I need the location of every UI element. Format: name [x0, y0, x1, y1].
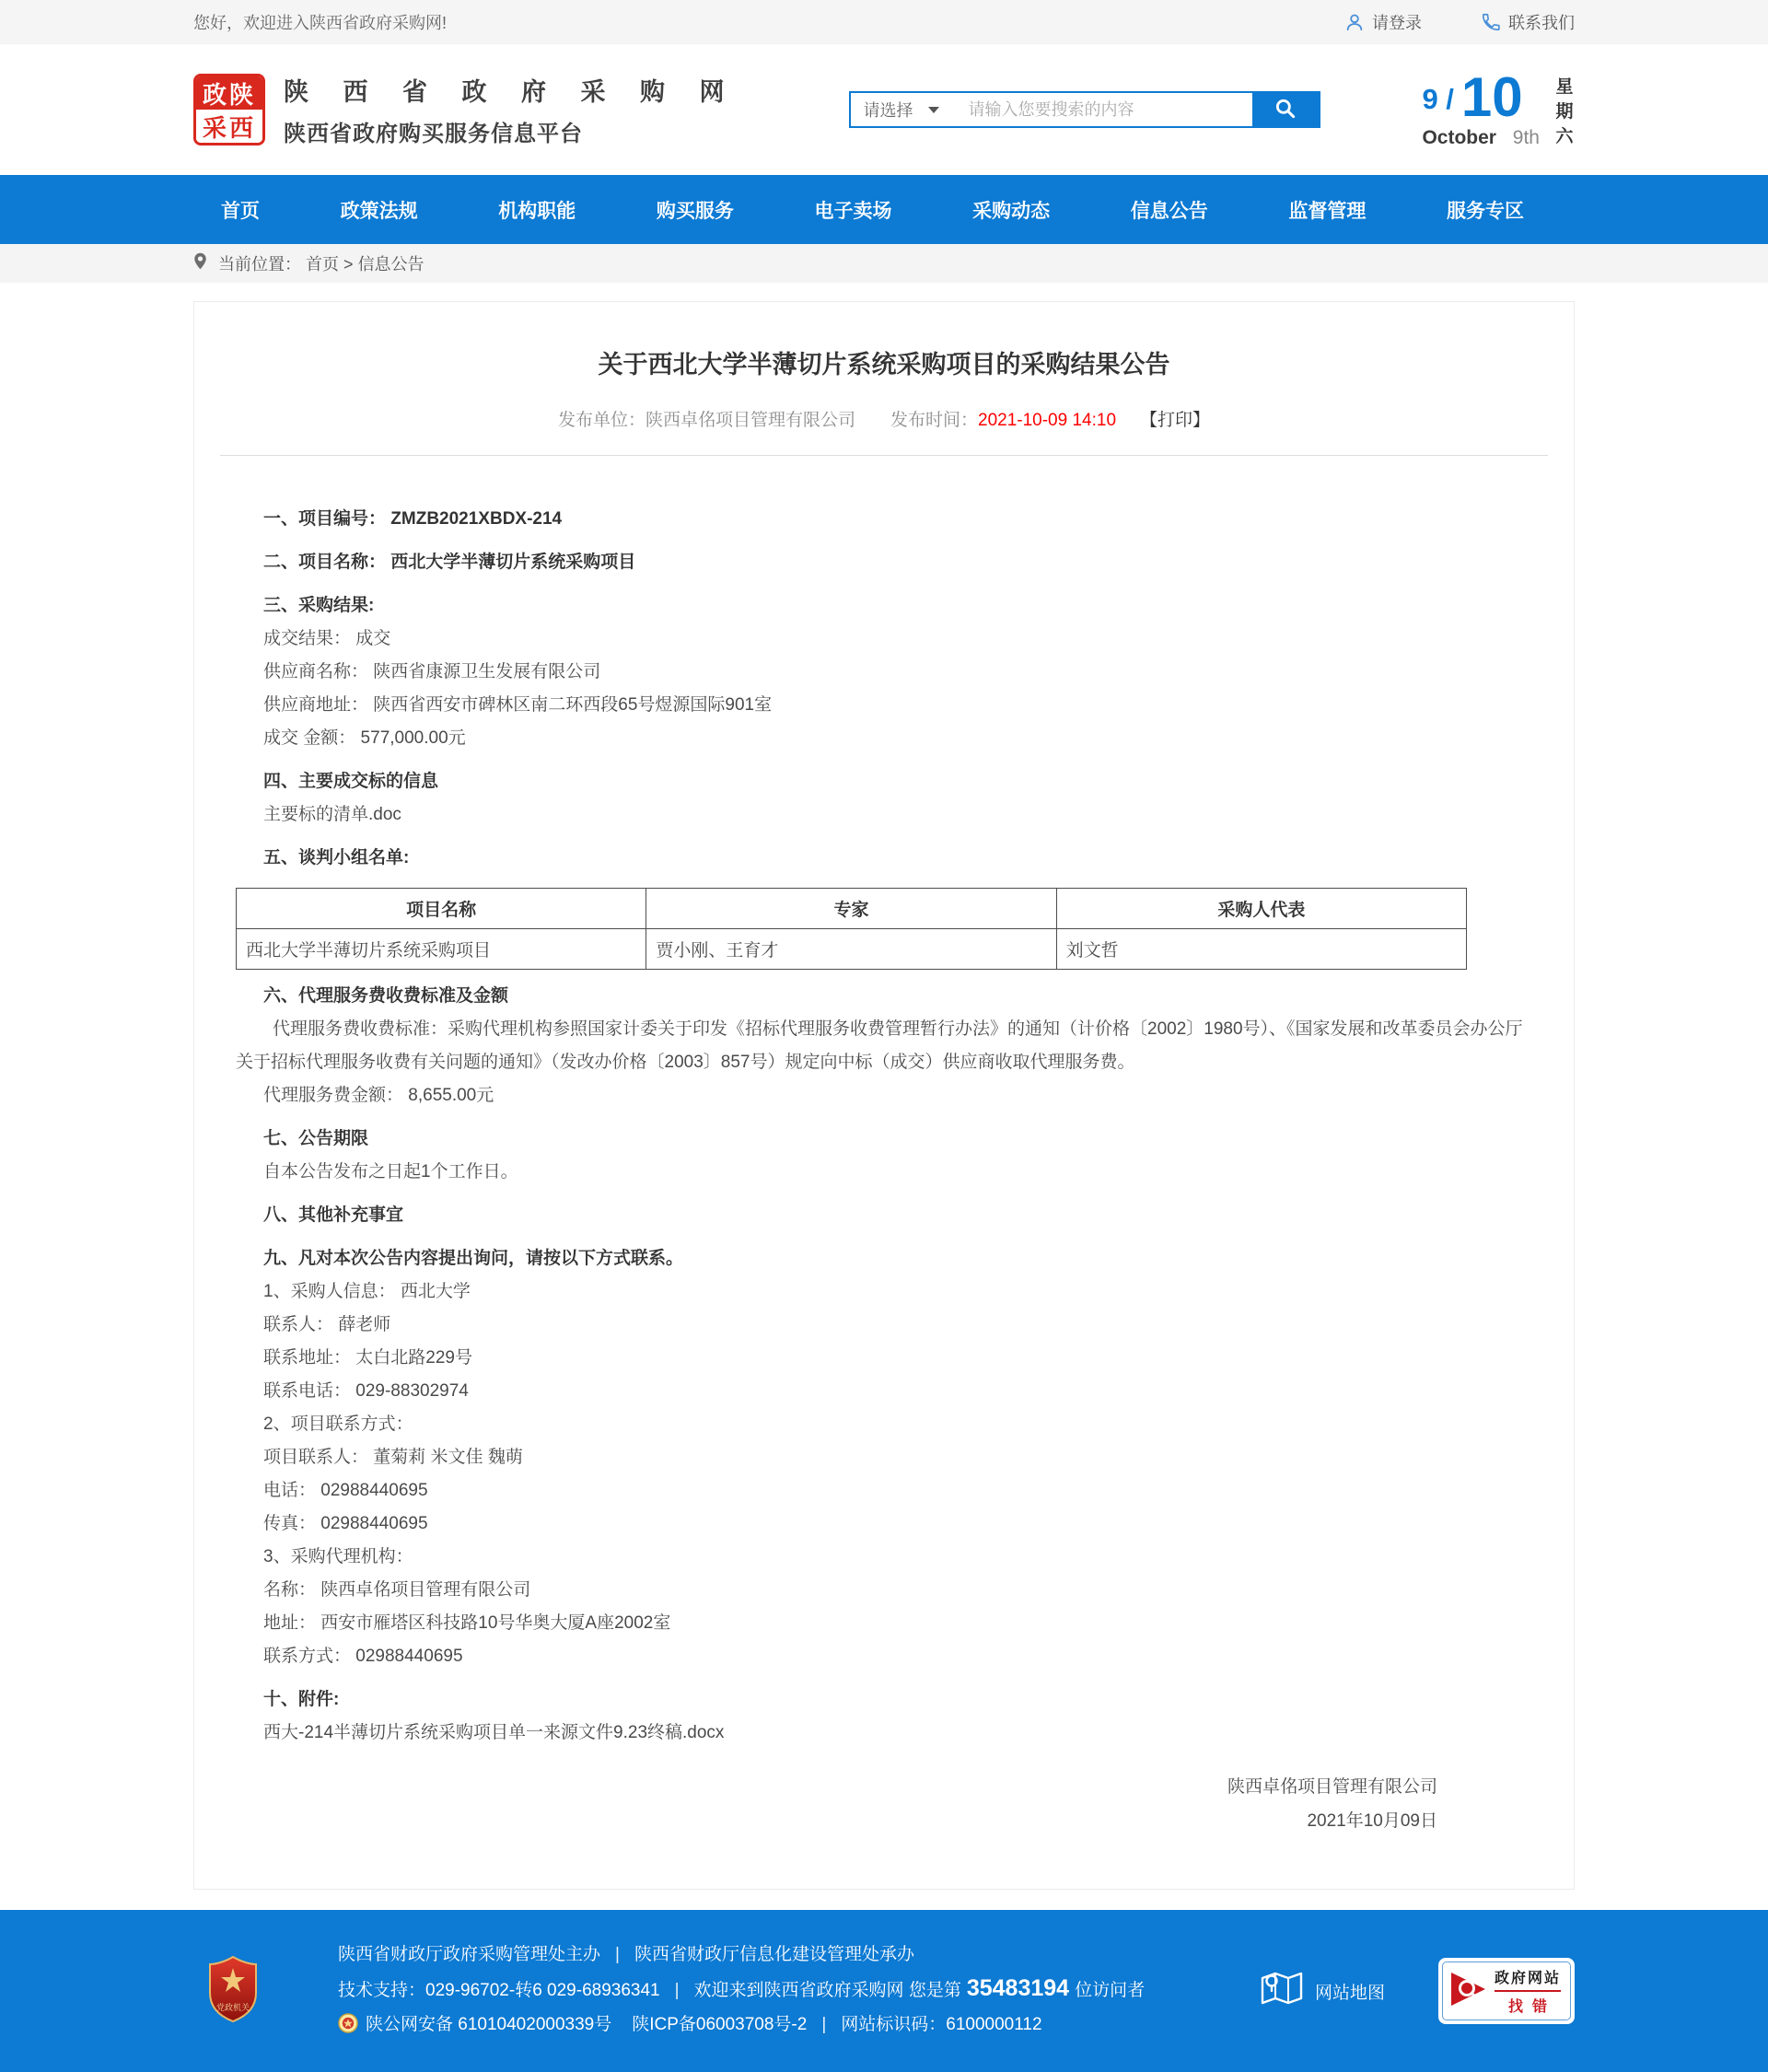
publisher-label: 发布单位：	[557, 411, 646, 430]
publish-time-label: 发布时间：	[890, 411, 978, 430]
main-content	[0, 283, 1768, 1910]
section-heading: 二、项目名称： 西北大学半薄切片系统采购项目	[263, 553, 636, 572]
footer-beian[interactable]: 陕公网安备 61010402000339号	[366, 2014, 612, 2034]
breadcrumb-prefix: 当前位置：	[218, 255, 301, 274]
login-link[interactable]	[1344, 10, 1422, 34]
header	[0, 44, 1768, 175]
find-error-logo-icon	[1447, 1968, 1489, 2015]
publish-time-value: 2021-10-09 14:10	[978, 411, 1117, 430]
visitor-count: 35483194	[966, 1974, 1070, 2001]
footer-line-3: 陕公网安备 61010402000339号 陕ICP备06003708号-2 | 网站标识码：6100000112	[338, 2008, 1145, 2045]
footer-line-1: 陕西省财政厅政府采购管理处主办 | 陕西省财政厅信息化建设管理处承办	[338, 1944, 914, 1964]
breadcrumb-home-link[interactable]: 首页	[306, 255, 340, 274]
table-header-experts: 专家	[646, 889, 1056, 929]
section-heading: 六、代理服务费收费标准及金额	[263, 986, 509, 1006]
table-row	[237, 929, 1467, 970]
date-widget	[1422, 65, 1575, 149]
attachment-link[interactable]: 西大-214半薄切片系统采购项目单一来源文件9.23终稿.docx	[263, 1723, 725, 1742]
nav-item-procurement-news[interactable]: 采购动态	[972, 200, 1051, 222]
nav-item-policies[interactable]: 政策法规	[340, 200, 418, 222]
article-line: 3、采购代理机构：	[263, 1547, 413, 1566]
contact-label: 联系我们	[1508, 14, 1575, 32]
search-button[interactable]	[1252, 93, 1319, 126]
nav-item-service-zone[interactable]: 服务专区	[1447, 200, 1524, 222]
find-error-widget[interactable]	[1438, 1958, 1575, 2024]
search-icon	[1274, 97, 1297, 123]
find-error-subtitle: 找错	[1507, 1999, 1556, 2015]
signature-block	[236, 1770, 1530, 1838]
section-heading: 五、谈判小组名单:	[263, 848, 410, 867]
footer-icp[interactable]: 陕ICP备06003708号-2	[632, 2014, 808, 2034]
main-nav	[0, 175, 1768, 244]
nav-item-purchase-services[interactable]: 购买服务	[656, 200, 734, 222]
signature-date: 2021年10月09日	[1307, 1811, 1437, 1831]
footer-organizer: 陕西省财政厅政府采购管理处主办	[338, 1944, 601, 1964]
nav-item-announcements[interactable]: 信息公告	[1130, 200, 1208, 222]
footer-welcome: 欢迎来到陕西省政府采购网 您是第	[693, 1980, 961, 2000]
date-month-number: 9 /	[1422, 82, 1454, 115]
article-line: 供应商地址： 陕西省西安市碑林区南二环西段65号煜源国际901室	[263, 695, 773, 715]
seal-bottom-text: 采西	[196, 110, 262, 143]
signature-company: 陕西卓佲项目管理有限公司	[1227, 1777, 1437, 1797]
phone-icon	[1481, 12, 1501, 32]
police-badge-icon	[338, 2011, 358, 2045]
party-government-emblem-icon	[207, 1955, 259, 2028]
chevron-down-icon	[928, 107, 939, 113]
print-button[interactable]: 【打印】	[1140, 411, 1211, 430]
article-line: 项目联系人： 董菊莉 米文佳 魏萌	[263, 1448, 523, 1467]
greeting-text: 您好，欢迎进入陕西省政府采购网!	[193, 14, 447, 32]
article-line: 地址： 西安市雁塔区科技路10号华奥大厦A座2002室	[263, 1613, 671, 1633]
sitemap-label: 网站地图	[1314, 1983, 1385, 2003]
search-input[interactable]	[963, 93, 1252, 126]
table-cell-project: 西北大学半薄切片系统采购项目	[237, 929, 646, 970]
article-card	[193, 301, 1575, 1890]
nav-item-e-mall[interactable]: 电子卖场	[814, 200, 892, 222]
section-heading: 三、采购结果:	[263, 596, 375, 615]
seal-top-text: 政陕	[196, 76, 262, 110]
article-line: 2、项目联系方式：	[263, 1414, 413, 1434]
seal-logo-icon	[193, 74, 265, 146]
breadcrumb-bar	[0, 244, 1768, 283]
contact-link[interactable]	[1481, 10, 1575, 34]
breadcrumb-current: 信息公告	[357, 255, 425, 274]
publisher-value: 陕西卓佲项目管理有限公司	[645, 411, 855, 430]
section-heading: 十、附件:	[263, 1690, 340, 1709]
search-category-select[interactable]	[851, 93, 963, 126]
article-line: 传真： 02988440695	[263, 1514, 428, 1533]
article-line: 联系地址： 太白北路229号	[263, 1348, 472, 1368]
site-logo[interactable]	[193, 72, 739, 147]
table-header-row	[237, 889, 1467, 929]
nav-item-functions[interactable]: 机构职能	[498, 200, 576, 222]
footer	[0, 1910, 1768, 2072]
article-line: 供应商名称： 陕西省康源卫生发展有限公司	[263, 662, 601, 681]
date-day-ordinal: 9th	[1512, 126, 1540, 148]
page-title: 关于西北大学半薄切片系统采购项目的采购结果公告	[598, 351, 1170, 378]
table-cell-experts: 贾小刚、王育才	[646, 929, 1056, 970]
section-heading: 七、公告期限	[263, 1129, 369, 1148]
site-name: 陕 西 省 政 府 采 购 网	[284, 78, 739, 106]
footer-tech-support: 技术支持：029-96702-转6 029-68936341	[338, 1980, 660, 2000]
login-label: 请登录	[1372, 14, 1422, 32]
article-meta	[194, 406, 1574, 431]
sitemap-link[interactable]	[1260, 1969, 1385, 2013]
breadcrumb-separator: >	[343, 255, 354, 274]
search-box	[849, 91, 1320, 128]
table-header-project: 项目名称	[237, 889, 646, 929]
user-icon	[1344, 12, 1365, 32]
date-weekday: 星期六	[1555, 76, 1574, 146]
article-line: 成交 金额： 577,000.00元	[263, 728, 466, 748]
article-line: 联系电话： 029-88302974	[263, 1381, 469, 1401]
article-body	[194, 456, 1574, 1838]
section-heading: 一、项目编号： ZMZB2021XBDX-214	[263, 509, 563, 529]
section-heading: 八、其他补充事宜	[263, 1205, 404, 1225]
table-header-buyer-rep: 采购人代表	[1056, 889, 1466, 929]
section-heading: 九、凡对本次公告内容提出询问，请按以下方式联系。	[263, 1249, 684, 1268]
date-month-name: October	[1422, 126, 1496, 148]
article-line: 电话： 02988440695	[263, 1481, 428, 1500]
article-line: 代理服务费金额： 8,655.00元	[263, 1086, 494, 1105]
footer-line-2: 技术支持：029-96702-转6 029-68936341 | 欢迎来到陕西省政府采购网 您是第 35483194 位访问者	[338, 1974, 1146, 2001]
section-heading: 四、主要成交标的信息	[263, 772, 439, 791]
table-cell-buyer-rep: 刘文哲	[1056, 929, 1466, 970]
map-icon	[1260, 1969, 1315, 2013]
location-pin-icon	[193, 252, 213, 274]
article-line: 主要标的清单.doc	[263, 805, 401, 824]
article-line: 代理服务费收费标准：采购代理机构参照国家计委关于印发《招标代理服务收费管理暂行办法》的通知（计价格〔2002〕1980号）、《国家发展和改革委员会办公厅关于招标代理服务收费有关问题的通知》（发改办价格〔2003〕857号）规定向中标（成交）供应商收取代理服务费。	[236, 1019, 1523, 1072]
footer-site-code: 网站标识码：6100000112	[841, 2014, 1042, 2034]
date-day-number: 10	[1460, 65, 1523, 128]
article-line: 成交结果： 成交	[263, 629, 391, 648]
nav-item-home[interactable]: 首页	[221, 200, 260, 222]
article-line: 名称： 陕西卓佲项目管理有限公司	[263, 1580, 531, 1600]
footer-welcome-suffix: 位访问者	[1075, 1980, 1146, 2000]
emblem-label: 党政机关	[215, 2002, 250, 2012]
article-line: 自本公告发布之日起1个工作日。	[263, 1162, 518, 1182]
find-error-title: 政府网站	[1495, 1966, 1561, 1992]
footer-co-organizer: 陕西省财政厅信息化建设管理处承办	[634, 1944, 914, 1964]
search-select-label: 请选择	[863, 101, 913, 120]
breadcrumb	[218, 251, 425, 275]
article-line: 联系人： 薛老师	[263, 1315, 391, 1334]
negotiation-group-table	[236, 888, 1467, 970]
article-line: 1、采购人信息： 西北大学	[263, 1282, 471, 1301]
nav-item-supervision[interactable]: 监督管理	[1288, 200, 1367, 222]
topbar	[0, 0, 1768, 44]
site-subtitle: 陕西省政府购买服务信息平台	[284, 122, 583, 146]
article-line: 联系方式： 02988440695	[263, 1647, 463, 1666]
